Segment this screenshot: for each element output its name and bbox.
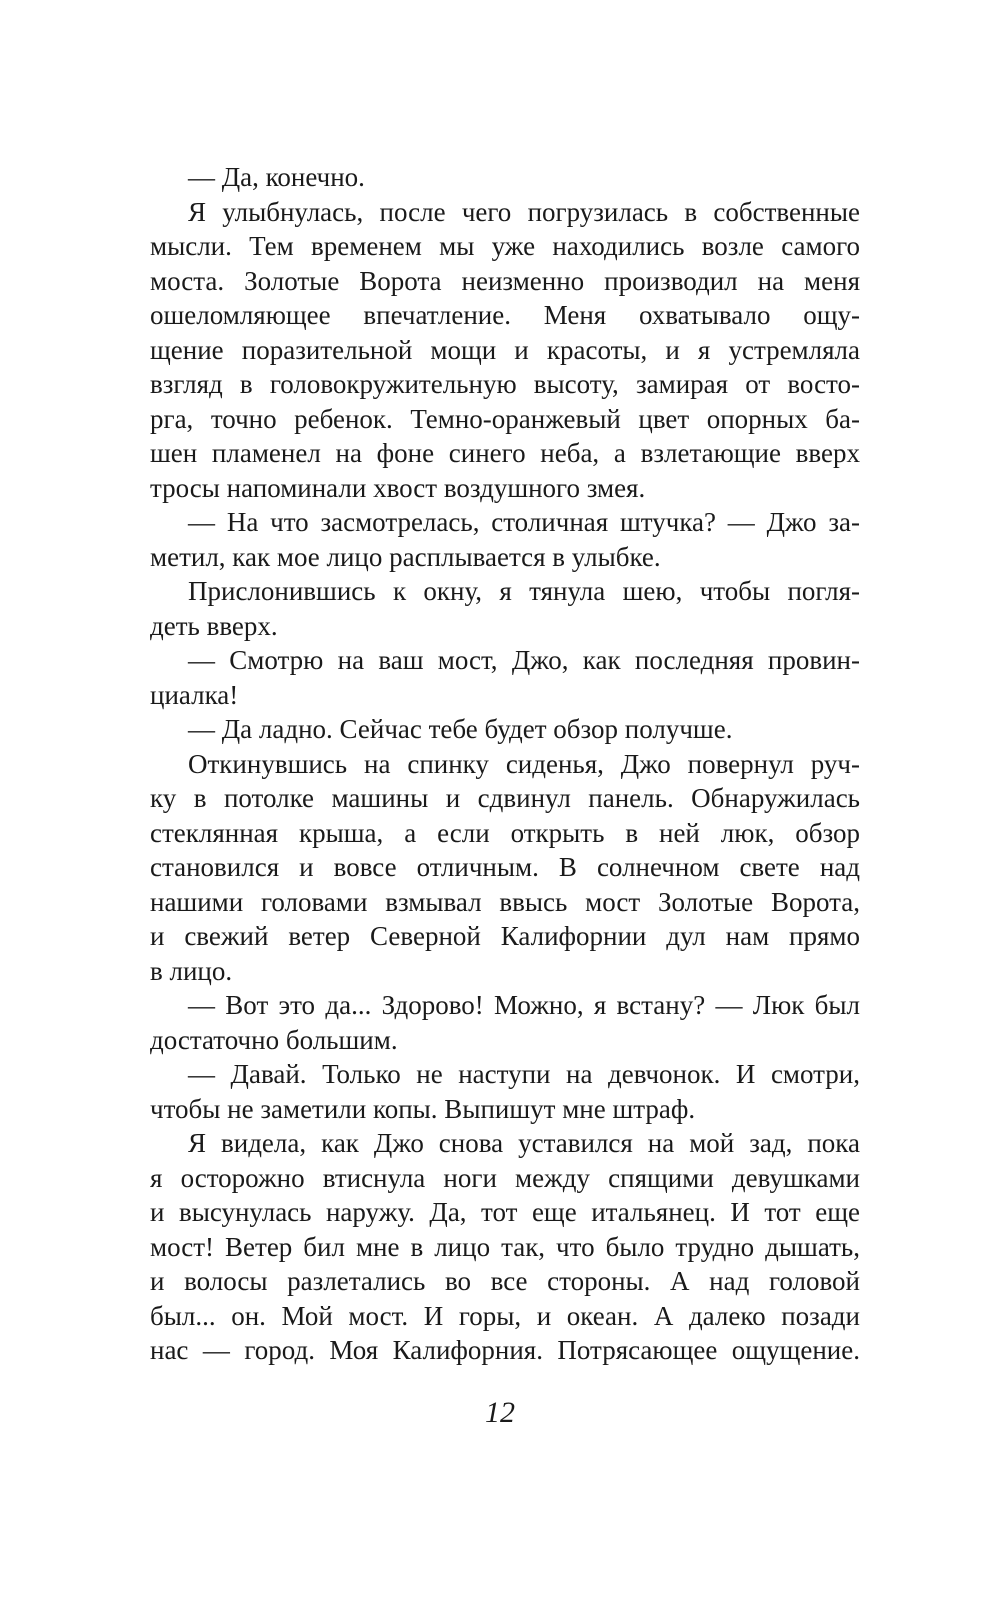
paragraph: [150, 988, 860, 1057]
text-line: Я видела, как Джо снова уставился на мой зад, пока: [188, 1128, 860, 1158]
text-line: — Да ладно. Сейчас тебе будет обзор получше.: [188, 714, 733, 744]
text-line: становился и вовсе отличным. В солнечном свете над: [150, 852, 860, 882]
text-line: нас — город. Моя Калифорния. Потрясающее ощущение.: [150, 1335, 860, 1365]
text-line: Прислонившись к окну, я тянула шею, чтобы погля-: [188, 576, 860, 606]
text-line: Откинувшись на спинку сиденья, Джо повернул руч-: [188, 748, 860, 779]
text-line: и волосы разлетались во все стороны. А над головой: [150, 1266, 860, 1296]
text-line: мост! Ветер бил мне в лицо так, что было трудно дышать,: [150, 1231, 860, 1262]
text-line: ку в потолке машины и сдвинул панель. Обнаружилась: [150, 783, 860, 813]
text-line: и высунулась наружу. Да, тот еще итальянец. И тот еще: [150, 1197, 860, 1227]
text-line: стеклянная крыша, а если открыть в ней люк, обзор: [150, 817, 860, 848]
paragraph: [150, 1126, 860, 1368]
text-line: в лицо.: [150, 955, 233, 986]
text-line: — На что засмотрелась, столичная штучка? — Джо за-: [188, 507, 860, 537]
text-line: я осторожно втиснула ноги между спящими девушками: [150, 1162, 860, 1193]
paragraph: [150, 505, 860, 574]
text-line: был... он. Мой мост. И горы, и океан. А далеко позади: [150, 1300, 860, 1331]
text-line: циалка!: [150, 679, 239, 710]
text-line: — Вот это да... Здорово! Можно, я встану? — Люк был: [188, 990, 860, 1020]
paragraph: [150, 1057, 860, 1126]
text-line: рга, точно ребенок. Темно-оранжевый цвет опорных ба-: [150, 403, 860, 434]
text-line: — Да, конечно.: [188, 162, 365, 192]
paragraph: [150, 195, 860, 506]
text-line: метил, как мое лицо расплывается в улыбке.: [150, 541, 661, 572]
book-page-text: [150, 160, 860, 1368]
page-number: 12: [485, 1396, 515, 1429]
text-line: мысли. Тем временем мы уже находились возле самого: [150, 231, 860, 261]
paragraph: [150, 747, 860, 989]
text-line: ошеломляющее впечатление. Меня охватывало ощу-: [150, 300, 860, 330]
paragraph: [150, 160, 860, 195]
text-line: моста. Золотые Ворота неизменно производил на меня: [150, 265, 860, 296]
text-line: нашими головами взмывал ввысь мост Золотые Ворота,: [150, 886, 860, 917]
paragraph: [150, 574, 860, 643]
text-line: взгляд в головокружительную высоту, замирая от восто-: [150, 369, 860, 399]
text-line: достаточно большим.: [150, 1024, 398, 1055]
text-line: щение поразительной мощи и красоты, и я устремляла: [150, 334, 860, 365]
text-line: — Смотрю на ваш мост, Джо, как последняя провин-: [188, 645, 860, 675]
text-line: деть вверх.: [150, 610, 278, 641]
text-line: Я улыбнулась, после чего погрузилась в собственные: [188, 196, 860, 227]
text-line: тросы напоминали хвост воздушного змея.: [150, 472, 646, 503]
text-line: и свежий ветер Северной Калифорнии дул нам прямо: [150, 921, 860, 951]
text-line: — Давай. Только не наступи на девчонок. И смотри,: [188, 1059, 860, 1089]
paragraph: [150, 712, 860, 747]
text-line: чтобы не заметили копы. Выпишут мне штраф.: [150, 1093, 696, 1124]
paragraph: [150, 643, 860, 712]
text-line: шен пламенел на фоне синего неба, а взлетающие вверх: [150, 438, 860, 468]
